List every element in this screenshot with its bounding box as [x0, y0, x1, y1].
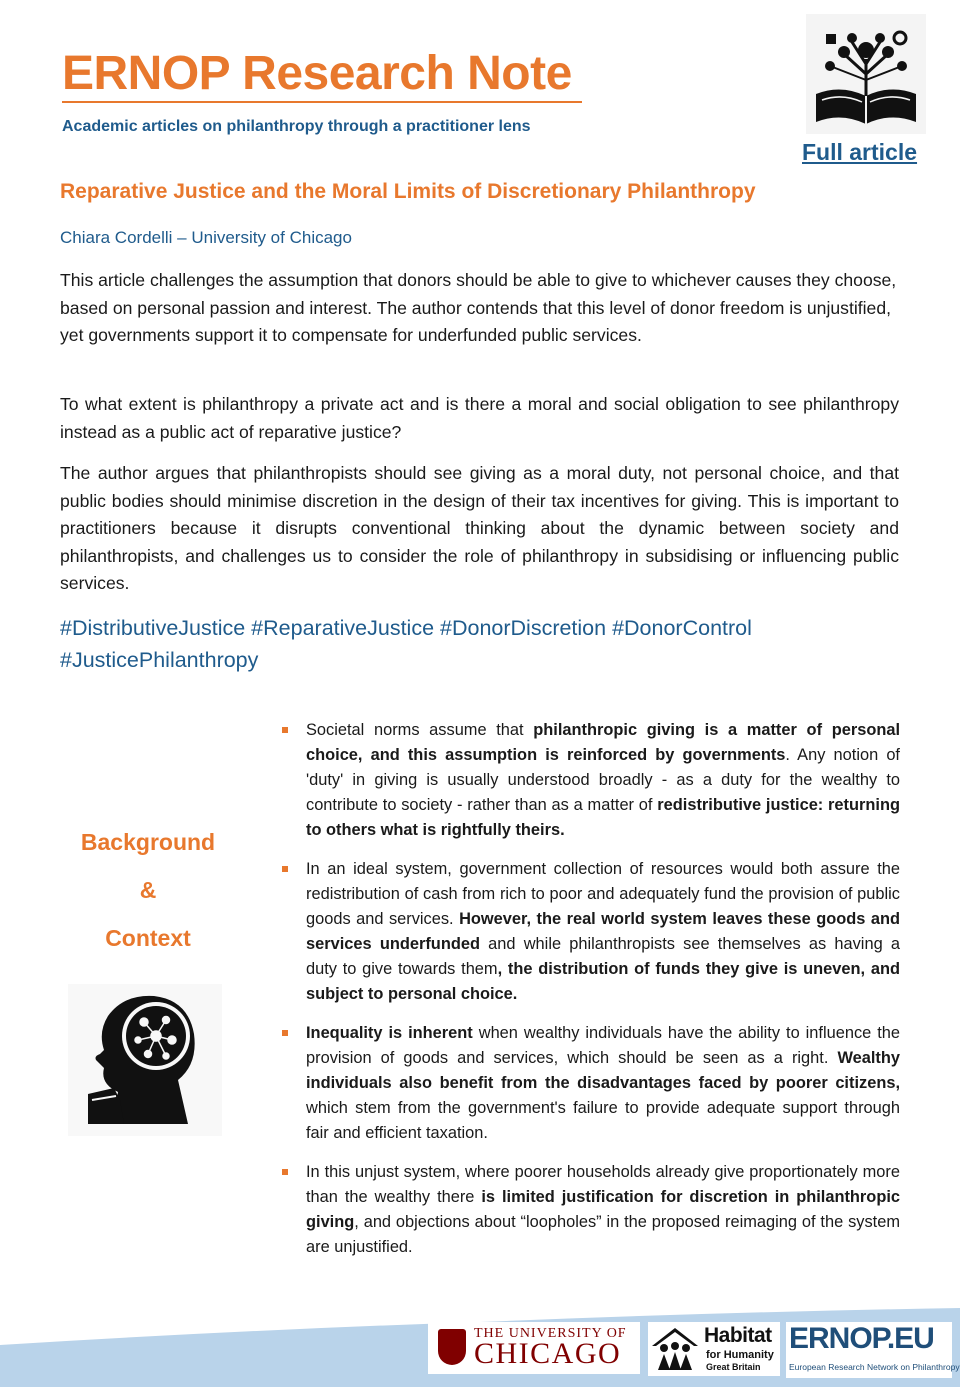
section-heading-word: Context	[105, 925, 191, 951]
list-item: In an ideal system, government collection of resources would both assure the redistribution of cash from rich to poor and adequately fund the provision of public goods and services. However, the real world system leaves these goods and services underfunded and while philanthropists see themselves as having a duty to give towards them, the distribution of funds they give is uneven, and subject to personal choice.	[282, 857, 900, 1007]
hashtags-line: #JusticePhilanthropy	[60, 648, 259, 672]
bullet-square-icon	[282, 1169, 288, 1175]
title-underline	[62, 101, 582, 103]
page-subtitle: Academic articles on philanthropy through a practitioner lens	[62, 118, 531, 135]
bullet-square-icon	[282, 1030, 288, 1036]
bullet-square-icon	[282, 727, 288, 733]
article-title: Reparative Justice and the Moral Limits of Discretionary Philanthropy	[60, 180, 756, 203]
question-paragraph: To what extent is philanthropy a private act and is there a moral and social obligation to see philanthropy instead as a public act of reparative justice?	[60, 394, 899, 442]
list-item: Inequality is inherent when wealthy individuals have the ability to influence the provision of goods and services, which should be seen as a right. Wealthy individuals also benefit from the disadvantages faced by poorer citizens, which stem from the government's failure to provide adequate support through fair and efficient taxation.	[282, 1021, 900, 1146]
hashtags-line: #DistributiveJustice #ReparativeJustice #DonorDiscretion #DonorControl	[60, 616, 752, 640]
head-network-icon	[68, 984, 222, 1136]
hashtags	[60, 612, 900, 676]
argument-paragraph: The author argues that philanthropists should see giving as a moral duty, not personal choice, and that public bodies should minimise discretion in the design of their tax incentives for giving. This is important to practitioners because it disrupts conventional thinking about the dynamic between society and philanthropists, and challenges us to consider the role of philanthropy in subsidising or influencing public services.	[60, 463, 899, 593]
article-author: Chiara Cordelli – University of Chicago	[60, 228, 352, 247]
bullet-square-icon	[282, 866, 288, 872]
ernop-logo: ERNOP.EU European Research Network on Philanthropy	[786, 1322, 952, 1378]
full-article-link[interactable]: Full article	[802, 139, 918, 165]
habitat-logo: Habitat for Humanity Great Britain	[648, 1322, 780, 1376]
page-title: ERNOP Research Note	[62, 47, 572, 100]
uchicago-crest-icon	[438, 1329, 466, 1365]
uchicago-logo: THE UNIVERSITY OF CHICAGO	[428, 1322, 640, 1374]
section-heading	[70, 818, 226, 962]
list-item: Societal norms assume that philanthropic giving is a matter of personal choice, and this assumption is reinforced by governments. Any notion of 'duty' in giving is usually understood broadly - as a duty for the wealthy to contribute to society - rather than as a matter of redistributive justice: returning to others what is rightfully theirs.	[282, 718, 900, 843]
summary-paragraph: This article challenges the assumption that donors should be able to give to whichever causes they choose, based on personal passion and interest. The author contends that this level of donor freedom is unjustified, yet governments support it to compensate for underfunded public services.	[60, 270, 897, 345]
list-item: In this unjust system, where poorer households already give proportionately more than the wealthy there is limited justification for discretion in philanthropic giving, and objections about “loopholes” in the proposed reimaging of the system are unjustified.	[282, 1160, 900, 1260]
book-tree-icon	[806, 14, 926, 134]
section-heading-word: Background	[80, 829, 216, 855]
house-people-icon	[650, 1324, 700, 1372]
bullet-list	[282, 718, 900, 1274]
section-heading-word: &	[139, 877, 157, 903]
